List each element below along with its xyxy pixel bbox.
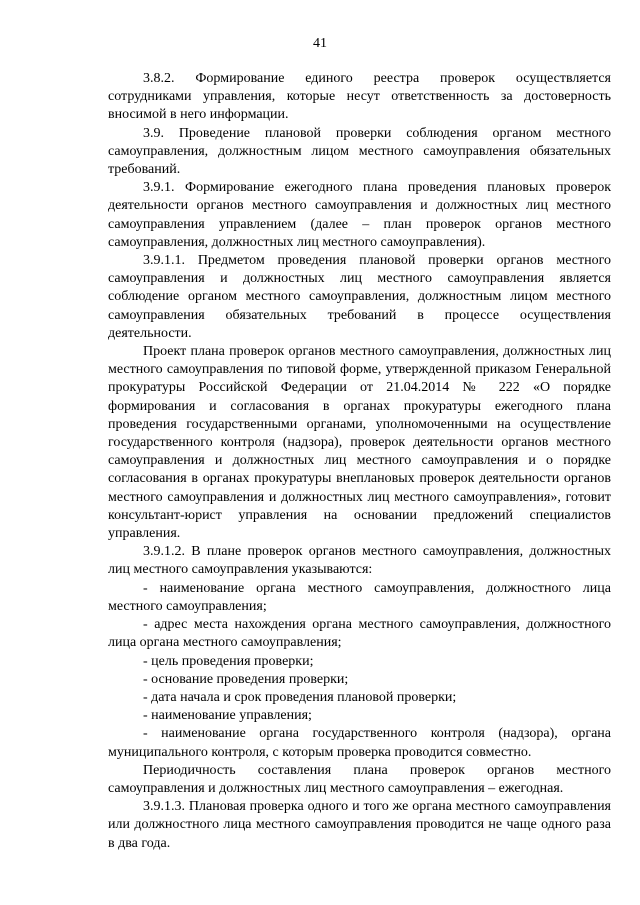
paragraph-periodicity: Периодичность составления плана проверок органов местного самоуправления и должностных лиц местного самоуправления – ежегодная. (108, 762, 611, 796)
paragraph-3-9-1-2: 3.9.1.2. В плане проверок органов местного самоуправления, должностных лиц местного самоуправления указываются: (108, 544, 611, 578)
paragraph-3-9-1: 3.9.1. Формирование ежегодного плана проведения плановых проверок деятельности органов местного самоуправления и должностных лиц местного самоуправления управлением (далее – план проверок органов местного самоуправления, должностных лиц местного самоуправления). (108, 180, 611, 250)
list-item: - адрес места нахождения органа местного самоуправления, должностного лица органа местного самоуправления; (108, 617, 611, 651)
list-item: - основание проведения проверки; (143, 671, 349, 687)
list-item: - наименование органа местного самоуправления, должностного лица местного самоуправления; (108, 580, 611, 614)
paragraph-3-8-2: 3.8.2. Формирование единого реестра проверок осуществляется сотрудниками управления, которые несут ответственность за достоверность вносимой в него информации. (108, 71, 611, 123)
document-body (108, 70, 611, 853)
paragraph-draft-plan: Проект плана проверок органов местного самоуправления, должностных лиц местного самоуправления по типовой форме, утвержденной приказом Генеральной прокуратуры Российской Федерации от 21.04.2014 № 222 «О порядке формирования и согласования в органах прокуратуры ежегодного плана проведения государственными органами, уполномоченными на осуществление государственного контроля (надзора), проверок деятельности органов местного самоуправления и должностных лиц местного самоуправления и о порядке согласования в органах прокуратуры внеплановых проверок деятельности органов местного самоуправления и должностных лиц местного самоуправления», готовит консультант-юрист управления на основании предложений специалистов управления. (108, 344, 611, 542)
paragraph-3-9-1-3: 3.9.1.3. Плановая проверка одного и того же органа местного самоуправления или должностного лица местного самоуправления проводится не чаще одного раза в два года. (108, 799, 611, 851)
list-item: - наименование органа государственного контроля (надзора), органа муниципального контроля, с которым проверка проводится совместно. (108, 726, 611, 760)
paragraph-3-9-1-1: 3.9.1.1. Предметом проведения плановой проверки органов местного самоуправления и должностных лиц местного самоуправления является соблюдение органом местного самоуправления, должностным лицом местного самоуправления обязательных требований в процессе осуществления деятельности. (108, 253, 611, 341)
list-item: - цель проведения проверки; (143, 653, 314, 669)
page-number: 41 (313, 36, 327, 51)
list-item: - дата начала и срок проведения плановой проверки; (143, 689, 457, 705)
paragraph-3-9: 3.9. Проведение плановой проверки соблюдения органом местного самоуправления, должностным лицом местного самоуправления обязательных требований. (108, 125, 611, 178)
list-item: - наименование управления; (143, 708, 312, 724)
